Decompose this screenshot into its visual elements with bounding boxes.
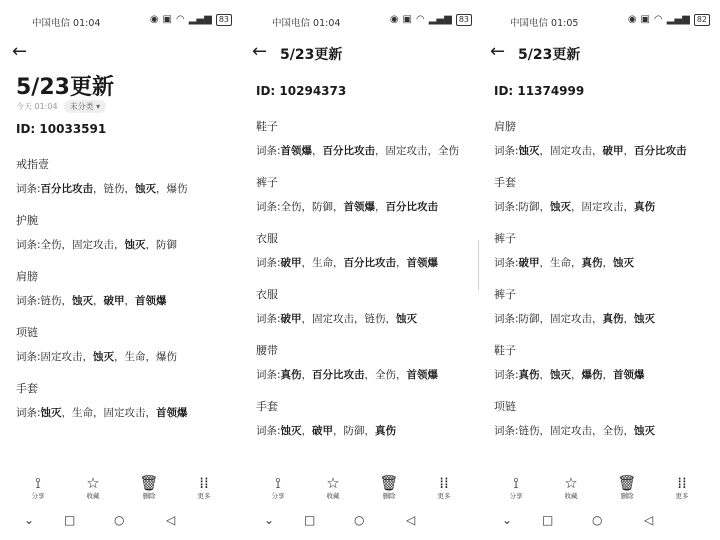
attr-value: 百分比攻击	[343, 257, 397, 269]
attr-value: 爆伤	[581, 369, 603, 381]
attr-value: 固定攻击	[550, 313, 593, 325]
attr-value: 首领爆	[406, 257, 439, 269]
share-button[interactable]	[258, 474, 298, 500]
list-item	[494, 120, 714, 176]
delete-label: 删除	[382, 492, 396, 500]
equipment-name: 鞋子	[256, 120, 278, 133]
home-icon[interactable]: ○	[592, 513, 603, 527]
attr-value: 爆伤	[166, 183, 188, 195]
bottom-toolbar	[478, 474, 718, 504]
attr-value: 链伤	[103, 183, 125, 195]
list-item	[16, 382, 236, 438]
system-nav-bar	[478, 510, 718, 530]
star-icon: ☆	[326, 474, 340, 492]
attr-value: 蚀灭	[93, 351, 115, 363]
list-item	[16, 326, 236, 382]
attr-prefix: 词条:	[494, 145, 519, 157]
status-left	[510, 15, 578, 29]
list-item	[494, 344, 714, 400]
attr-value: 破甲	[312, 425, 334, 437]
player-id	[494, 84, 584, 98]
page-title: 5/23更新	[280, 47, 343, 63]
attr-value: 固定攻击	[385, 145, 428, 157]
attr-value: 首领爆	[343, 201, 376, 213]
attr-prefix: 词条:	[494, 257, 519, 269]
equipment-name: 手套	[256, 400, 278, 413]
back-arrow-icon[interactable]: ←	[12, 41, 28, 62]
nav-down-icon[interactable]: ⌄	[24, 513, 35, 527]
attr-value: 防御	[518, 313, 540, 325]
attr-value: 首领爆	[135, 295, 167, 307]
equipment-attributes: 词条:百分比攻击，链伤，蚀灭，爆伤	[16, 183, 188, 195]
nfc-icon: ▣	[402, 14, 412, 25]
attr-value: 百分比攻击	[312, 369, 365, 381]
nfc-icon: ▣	[162, 14, 172, 25]
attr-value: 全伤	[438, 145, 460, 157]
attr-value: 真伤	[634, 201, 656, 213]
home-icon[interactable]: ○	[114, 513, 125, 527]
attr-value: 蚀灭	[396, 313, 418, 325]
attr-prefix: 词条:	[494, 201, 519, 213]
favorite-label: 收藏	[326, 492, 340, 500]
status-time: 01:04	[73, 18, 101, 29]
carrier-label: 中国电信	[272, 18, 311, 29]
trash-icon: 🗑	[139, 474, 159, 492]
id-label: ID:	[494, 84, 514, 98]
attr-value: 链伤	[518, 425, 540, 437]
attr-value: 蚀灭	[550, 369, 572, 381]
nfc-icon: ▣	[640, 14, 650, 25]
attr-value: 全伤	[375, 369, 397, 381]
equipment-name: 肩膀	[494, 120, 516, 133]
status-icons	[390, 14, 472, 26]
equipment-name: 裤子	[494, 288, 516, 301]
attr-value: 蚀灭	[40, 407, 62, 419]
attr-value: 生命	[72, 407, 94, 419]
attr-prefix: 词条:	[494, 313, 519, 325]
id-label: ID:	[16, 122, 36, 136]
list-item	[256, 176, 476, 232]
attr-value: 生命	[124, 351, 146, 363]
equipment-name: 衣服	[256, 288, 278, 301]
attr-value: 破甲	[103, 295, 125, 307]
status-time: 01:05	[551, 18, 579, 29]
attr-value: 全伤	[280, 201, 302, 213]
share-label: 分享	[271, 492, 285, 500]
equipment-list	[494, 120, 714, 456]
player-id	[256, 84, 346, 98]
wifi-icon: ◠	[176, 14, 185, 25]
list-item	[16, 158, 236, 214]
attr-value: 首领爆	[156, 407, 188, 419]
equipment-attributes: 词条:真伤，蚀灭，爆伤，首领爆	[494, 369, 645, 381]
equipment-attributes: 词条:真伤，百分比攻击，全伤，首领爆	[256, 369, 439, 381]
page-title: 5/23更新	[518, 47, 581, 63]
id-value: 10294373	[279, 84, 347, 98]
favorite-button[interactable]	[551, 474, 591, 500]
more-button[interactable]	[662, 474, 702, 500]
attr-value: 首领爆	[613, 369, 645, 381]
share-icon: ⟟	[513, 474, 519, 492]
attr-value: 蚀灭	[634, 313, 656, 325]
more-button[interactable]	[424, 474, 464, 500]
list-item	[494, 232, 714, 288]
equipment-attributes: 词条:固定攻击，蚀灭，生命，爆伤	[16, 351, 178, 363]
attr-value: 破甲	[518, 257, 540, 269]
attr-value: 链伤	[364, 313, 386, 325]
chevron-down-icon: ▾	[93, 102, 101, 111]
player-id	[16, 122, 106, 136]
list-item	[494, 400, 714, 456]
attr-value: 真伤	[280, 369, 302, 381]
share-icon: ⟟	[35, 474, 41, 492]
equipment-name: 鞋子	[494, 344, 516, 357]
share-label: 分享	[31, 492, 45, 500]
battery-icon: 82	[694, 14, 710, 26]
attr-value: 蚀灭	[518, 145, 540, 157]
equipment-attributes: 词条:链伤，固定攻击，全伤，蚀灭	[494, 425, 656, 437]
nav-back-icon[interactable]: ◁	[644, 513, 654, 527]
note-screen	[0, 0, 240, 540]
share-button[interactable]	[496, 474, 536, 500]
note-date: 今天 01:04	[16, 102, 58, 111]
more-label: 更多	[197, 492, 211, 500]
more-button[interactable]	[184, 474, 224, 500]
attr-value: 固定攻击	[312, 313, 355, 325]
equipment-name: 肩膀	[16, 270, 38, 283]
share-label: 分享	[509, 492, 523, 500]
favorite-label: 收藏	[86, 492, 100, 500]
list-item	[16, 214, 236, 270]
list-item	[256, 120, 476, 176]
attr-value: 真伤	[602, 313, 624, 325]
attr-value: 链伤	[40, 295, 62, 307]
attr-value: 蚀灭	[613, 257, 635, 269]
delete-button[interactable]	[129, 474, 169, 500]
attr-value: 蚀灭	[634, 425, 656, 437]
status-bar	[240, 13, 480, 29]
attr-prefix: 词条:	[256, 313, 281, 325]
attr-value: 防御	[156, 239, 178, 251]
battery-icon: 83	[216, 14, 232, 26]
attr-value: 防御	[343, 425, 365, 437]
more-label: 更多	[437, 492, 451, 500]
category-tag[interactable]	[64, 100, 107, 113]
recent-apps-icon[interactable]: □	[64, 513, 76, 527]
delete-button[interactable]	[369, 474, 409, 500]
equipment-attributes: 词条:破甲，生命，真伤，蚀灭	[494, 257, 635, 269]
more-dots-icon: ⁞⁞	[439, 474, 449, 492]
attr-value: 防御	[312, 201, 334, 213]
attr-value: 固定攻击	[550, 425, 593, 437]
carrier-label: 中国电信	[510, 18, 549, 29]
status-time: 01:04	[313, 18, 341, 29]
more-dots-icon: ⁞⁞	[677, 474, 687, 492]
back-arrow-icon[interactable]: ←	[252, 41, 268, 62]
delete-button[interactable]	[607, 474, 647, 500]
bottom-toolbar	[0, 474, 240, 504]
eye-icon: ◉	[149, 14, 159, 25]
attr-value: 蚀灭	[550, 201, 572, 213]
attr-value: 生命	[550, 257, 572, 269]
delete-label: 删除	[142, 492, 156, 500]
attr-value: 破甲	[280, 313, 302, 325]
nav-down-icon[interactable]: ⌄	[502, 513, 513, 527]
attr-value: 百分比攻击	[322, 145, 376, 157]
list-item	[16, 270, 236, 326]
page-title: 5/23更新	[16, 75, 114, 100]
note-screen	[240, 0, 480, 540]
favorite-button[interactable]	[73, 474, 113, 500]
note-screen	[478, 0, 718, 540]
wifi-icon: ◠	[416, 14, 425, 25]
attr-value: 真伤	[375, 425, 397, 437]
id-value: 10033591	[39, 122, 107, 136]
list-item	[494, 176, 714, 232]
status-left	[32, 15, 100, 29]
attr-value: 破甲	[280, 257, 302, 269]
attr-value: 固定攻击	[72, 239, 115, 251]
more-label: 更多	[675, 492, 689, 500]
trash-icon: 🗑	[617, 474, 637, 492]
equipment-name: 裤子	[256, 176, 278, 189]
trash-icon: 🗑	[379, 474, 399, 492]
favorite-label: 收藏	[564, 492, 578, 500]
equipment-name: 腰带	[256, 344, 278, 357]
recent-apps-icon[interactable]: □	[542, 513, 554, 527]
list-item	[494, 288, 714, 344]
wifi-icon: ◠	[654, 14, 663, 25]
list-item	[256, 288, 476, 344]
attr-value: 首领爆	[280, 145, 313, 157]
equipment-attributes: 词条:链伤，蚀灭，破甲，首领爆	[16, 295, 167, 307]
attr-value: 蚀灭	[124, 239, 146, 251]
attr-value: 防御	[518, 201, 540, 213]
equipment-attributes: 词条:全伤，防御，首领爆，百分比攻击	[256, 201, 439, 213]
attr-value: 真伤	[581, 257, 603, 269]
attr-prefix: 词条:	[16, 239, 41, 251]
nav-back-icon[interactable]: ◁	[406, 513, 416, 527]
home-icon[interactable]: ○	[354, 513, 365, 527]
id-label: ID:	[256, 84, 276, 98]
more-dots-icon: ⁞⁞	[199, 474, 209, 492]
equipment-name: 项链	[16, 326, 38, 339]
equipment-attributes: 词条:破甲，生命，百分比攻击，首领爆	[256, 257, 439, 269]
equipment-attributes: 词条:蚀灭，固定攻击，破甲，百分比攻击	[494, 145, 687, 157]
attr-value: 全伤	[40, 239, 62, 251]
equipment-name: 戒指壹	[16, 158, 49, 171]
nav-down-icon[interactable]: ⌄	[264, 513, 275, 527]
list-item	[256, 344, 476, 400]
system-nav-bar	[0, 510, 240, 530]
attr-value: 破甲	[602, 145, 624, 157]
equipment-attributes: 词条:防御，蚀灭，固定攻击，真伤	[494, 201, 656, 213]
share-icon: ⟟	[275, 474, 281, 492]
attr-prefix: 词条:	[256, 257, 281, 269]
list-item	[256, 232, 476, 288]
equipment-attributes: 词条:蚀灭，破甲，防御，真伤	[256, 425, 397, 437]
attr-prefix: 词条:	[256, 425, 281, 437]
attr-prefix: 词条:	[494, 425, 519, 437]
attr-value: 蚀灭	[280, 425, 302, 437]
attr-value: 百分比攻击	[40, 183, 94, 195]
attr-prefix: 词条:	[256, 369, 281, 381]
attr-value: 固定攻击	[40, 351, 83, 363]
equipment-attributes: 词条:蚀灭，生命，固定攻击，首领爆	[16, 407, 188, 419]
equipment-name: 衣服	[256, 232, 278, 245]
equipment-name: 手套	[16, 382, 38, 395]
attr-prefix: 词条:	[16, 295, 41, 307]
recent-apps-icon[interactable]: □	[304, 513, 316, 527]
favorite-button[interactable]	[313, 474, 353, 500]
note-meta	[16, 100, 106, 113]
status-left	[272, 15, 340, 29]
carrier-label: 中国电信	[32, 18, 71, 29]
equipment-attributes: 词条:首领爆，百分比攻击，固定攻击，全伤	[256, 145, 460, 157]
status-bar	[0, 13, 240, 29]
star-icon: ☆	[86, 474, 100, 492]
delete-label: 删除	[620, 492, 634, 500]
status-icons	[628, 14, 710, 26]
equipment-attributes: 词条:破甲，固定攻击，链伤，蚀灭	[256, 313, 418, 325]
share-button[interactable]	[18, 474, 58, 500]
attr-value: 全伤	[602, 425, 624, 437]
attr-prefix: 词条:	[494, 369, 519, 381]
equipment-name: 手套	[494, 176, 516, 189]
bottom-toolbar	[240, 474, 480, 504]
attr-value: 生命	[312, 257, 334, 269]
attr-value: 百分比攻击	[634, 145, 687, 157]
eye-icon: ◉	[627, 14, 637, 25]
equipment-list	[16, 158, 236, 438]
equipment-name: 项链	[494, 400, 516, 413]
id-value: 11374999	[517, 84, 585, 98]
equipment-list	[256, 120, 476, 456]
attr-value: 固定攻击	[550, 145, 593, 157]
attr-value: 百分比攻击	[385, 201, 439, 213]
back-arrow-icon[interactable]: ←	[490, 41, 506, 62]
status-bar	[478, 13, 718, 29]
attr-prefix: 词条:	[16, 407, 41, 419]
category-label: 未分类	[69, 102, 94, 111]
attr-value: 蚀灭	[135, 183, 157, 195]
status-icons	[150, 14, 232, 26]
attr-prefix: 词条:	[16, 183, 41, 195]
attr-value: 首领爆	[406, 369, 439, 381]
signal-icon: ▂▄▆	[666, 14, 690, 25]
nav-back-icon[interactable]: ◁	[166, 513, 176, 527]
attr-prefix: 词条:	[256, 145, 281, 157]
battery-icon: 83	[456, 14, 472, 26]
equipment-attributes: 词条:全伤，固定攻击，蚀灭，防御	[16, 239, 178, 251]
list-item	[256, 400, 476, 456]
attr-prefix: 词条:	[16, 351, 41, 363]
equipment-name: 裤子	[494, 232, 516, 245]
eye-icon: ◉	[389, 14, 399, 25]
signal-icon: ▂▄▆	[428, 14, 452, 25]
attr-value: 蚀灭	[72, 295, 94, 307]
scroll-indicator	[478, 240, 479, 290]
attr-value: 真伤	[518, 369, 540, 381]
system-nav-bar	[240, 510, 480, 530]
equipment-name: 护腕	[16, 214, 38, 227]
star-icon: ☆	[564, 474, 578, 492]
equipment-attributes: 词条:防御，固定攻击，真伤，蚀灭	[494, 313, 656, 325]
attr-prefix: 词条:	[256, 201, 281, 213]
attr-value: 固定攻击	[581, 201, 624, 213]
attr-value: 固定攻击	[103, 407, 146, 419]
attr-value: 爆伤	[156, 351, 178, 363]
signal-icon: ▂▄▆	[188, 14, 212, 25]
